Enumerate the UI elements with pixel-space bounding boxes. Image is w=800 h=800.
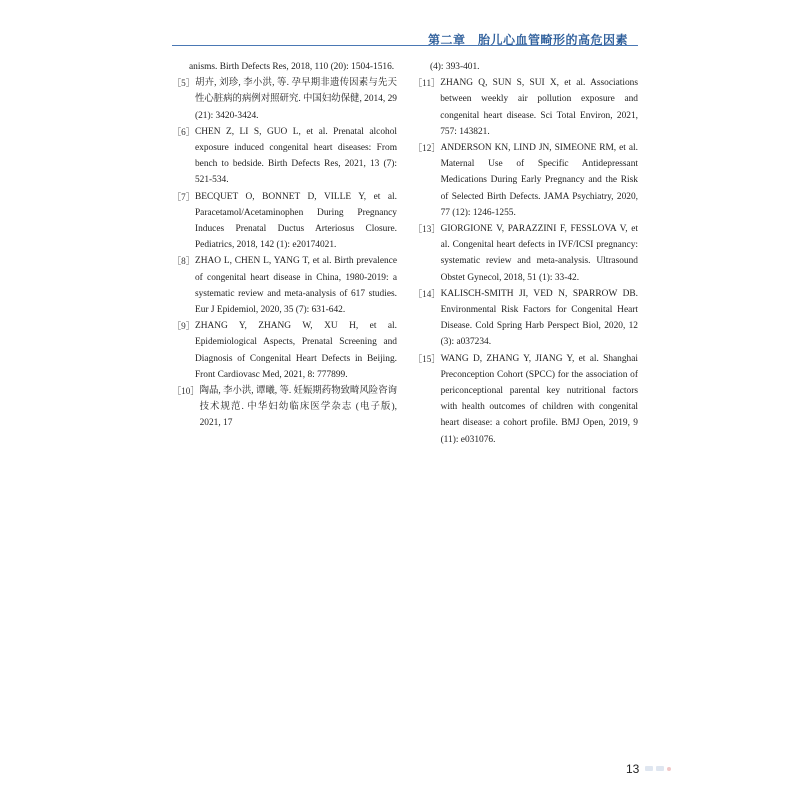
- reference-number: ［12］: [413, 143, 441, 154]
- references-left-column: [172, 59, 397, 432]
- reference-text: BECQUET O, BONNET D, VILLE Y, et al. Paracetamol/Acetaminophen During Pregnancy Induces Prenatal Ductus Arteriosus Closure. Pediatrics, 2018, 142 (1): e20174021.: [194, 191, 397, 251]
- ornament-bar: [656, 766, 664, 771]
- reference-item: [172, 383, 397, 432]
- reference-number: ［11］: [413, 78, 441, 89]
- reference-continuation: (4): 393-401.: [430, 62, 480, 72]
- reference-text: ZHANG Q, SUN S, SUI X, et al. Associations between weekly air pollution exposure and congenital heart disease. Sci Total Environ, 2021, 757: 143821.: [440, 78, 638, 137]
- reference-number: ［6］: [172, 126, 195, 137]
- reference-item: [413, 286, 638, 351]
- reference-item: [172, 253, 397, 318]
- chapter-running-head: 第二章 胎儿心血管畸形的高危因素: [427, 33, 628, 47]
- reference-item: [413, 75, 638, 140]
- header-rule: [172, 45, 638, 46]
- reference-number: ［5］: [172, 78, 195, 89]
- reference-number: ［14］: [413, 288, 441, 299]
- reference-item: [413, 140, 638, 221]
- page-number: 13: [626, 762, 640, 776]
- ornament-dot: [667, 767, 671, 771]
- reference-number: ［9］: [172, 321, 195, 332]
- reference-number: ［7］: [172, 191, 195, 202]
- reference-item: [413, 351, 638, 448]
- reference-text: 陶晶, 李小洪, 谭曦, 等. 妊娠期药物致畸风险咨询技术规范. 中华妇幼临床医学杂志 (电子版), 2021, 17: [199, 386, 397, 429]
- reference-number: ［8］: [172, 256, 195, 267]
- ornament-bar: [645, 766, 653, 771]
- reference-text: ANDERSON KN, LIND JN, SIMEONE RM, et al. Maternal Use of Specific Antidepressant Medications During Early Pregnancy and the Risk of Selected Birth Defects. JAMA Psychiatry, 2020, 77 (12): 1246-1255.: [440, 143, 638, 218]
- reference-item: [172, 124, 397, 189]
- reference-text: 胡卉, 刘珍, 李小洪, 等. 孕早期非遗传因素与先天性心脏病的病例对照研究. 中国妇幼保健, 2014, 29 (21): 3420-3424.: [194, 78, 397, 121]
- reference-item: [172, 75, 397, 124]
- reference-number: ［13］: [413, 224, 441, 235]
- reference-text: CHEN Z, LI S, GUO L, et al. Prenatal alcohol exposure induced congenital heart diseases: From bench to bedside. Birth Defects Res, 2021, 13 (7): 521-534.: [194, 126, 397, 186]
- reference-number: ［10］: [172, 386, 200, 397]
- reference-text: ZHANG Y, ZHANG W, XU H, et al. Epidemiological Aspects, Prenatal Screening and Diagnosis of Congenital Heart Defects in Beijing. Front Cardiovasc Med, 2021, 8: 777899.: [194, 321, 397, 380]
- page-number-ornament: [645, 766, 671, 771]
- reference-text: KALISCH-SMITH JI, VED N, SPARROW DB. Environmental Risk Factors for Congenital Heart Disease. Cold Spring Harb Perspect Biol, 2020, 12 (3): a037234.: [440, 288, 638, 348]
- reference-item: [413, 221, 638, 286]
- reference-continuation: anisms. Birth Defects Res, 2018, 110 (20): 1504-1516.: [189, 62, 395, 72]
- reference-text: GIORGIONE V, PARAZZINI F, FESSLOVA V, et al. Congenital heart defects in IVF/ICSI pregnancy: systematic review and meta-analysis. Ultrasound Obstet Gynecol, 2018, 51 (1): 33-42.: [440, 224, 638, 283]
- reference-item: [172, 189, 397, 254]
- reference-text: ZHAO L, CHEN L, YANG T, et al. Birth prevalence of congenital heart disease in China, 1980-2019: a systematic review and meta-analysis of 617 studies. Eur J Epidemiol, 2020, 35 (7): 631-642.: [194, 256, 397, 316]
- reference-number: ［15］: [413, 353, 441, 364]
- references-right-column: [413, 59, 638, 448]
- reference-item: [172, 318, 397, 383]
- reference-text: WANG D, ZHANG Y, JIANG Y, et al. Shanghai Preconception Cohort (SPCC) for the association of periconceptional parental key nutritional factors with health outcomes of children with congenital heart disease: a cohort profile. BMJ Open, 2019, 9 (11): e031076.: [440, 353, 638, 445]
